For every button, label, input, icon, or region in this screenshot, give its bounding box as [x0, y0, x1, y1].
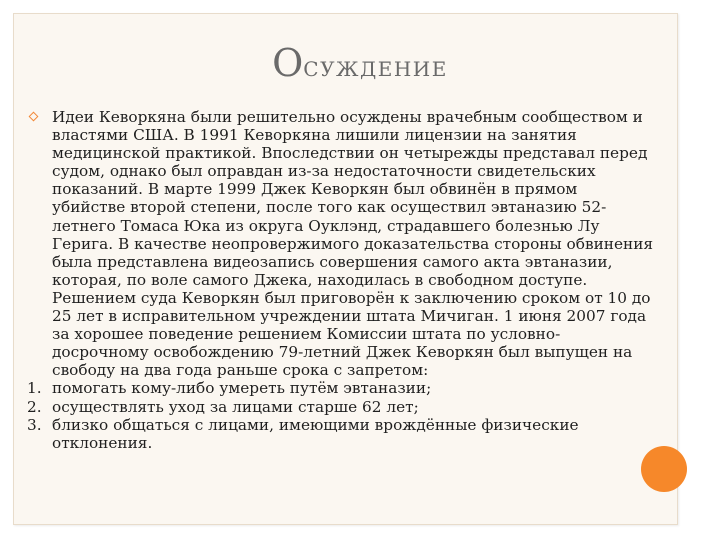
list-item-text: близко общаться с лицами, имеющими врождённые физические отклонения. — [52, 415, 579, 452]
slide-title-initial: О — [272, 41, 304, 85]
list-item — [14, 416, 654, 452]
list-item — [14, 398, 654, 416]
list-item-text: осуществлять уход за лицами старше 62 лет; — [52, 397, 419, 416]
paragraph-text: Идеи Кеворкяна были решительно осуждены врачебным сообществом и властями США. В 1991 Кеворкяна лишили лицензии на занятия медицинской практикой. Впоследствии он четырежды представал перед судом, однако был оправдан из-за недостаточности свидетельских показаний. В марте 1999 Джек Кеворкян был обвинён в прямом убийстве второй степени, после того как осуществил эвтаназию 52-летнего Томаса Юка из округа Оуклэнд, страдавшего болезнью Лу Герига. В качестве неопровержимого доказательства стороны обвинения была представлена видеозапись совершения самого акта эвтаназии, которая, по воле самого Джека, находилась в свободном доступе. Решением суда Кеворкян был приговорён к заключению сроком от 10 до 25 лет в исправительном учреждении штата Мичиган. 1 июня 2007 года за хорошее поведение решением Комиссии штата по условно-досрочному освобождению 79-летний Джек Кеворкян был выпущен на свободу на два года раньше срока с запретом: — [52, 108, 654, 380]
list-item-number: 1. — [27, 379, 42, 398]
slide-title-rest: суждение — [303, 50, 448, 83]
slide-title — [0, 41, 720, 85]
slide-content — [14, 108, 654, 452]
diamond-bullet-icon — [29, 112, 39, 122]
list-item — [14, 379, 654, 397]
list-item-number: 2. — [27, 397, 42, 416]
decorative-circle — [641, 446, 687, 492]
list-item-number: 3. — [27, 415, 42, 434]
bullet-paragraph — [14, 108, 654, 379]
list-item-text: помогать кому-либо умереть путём эвтаназии; — [52, 379, 432, 398]
